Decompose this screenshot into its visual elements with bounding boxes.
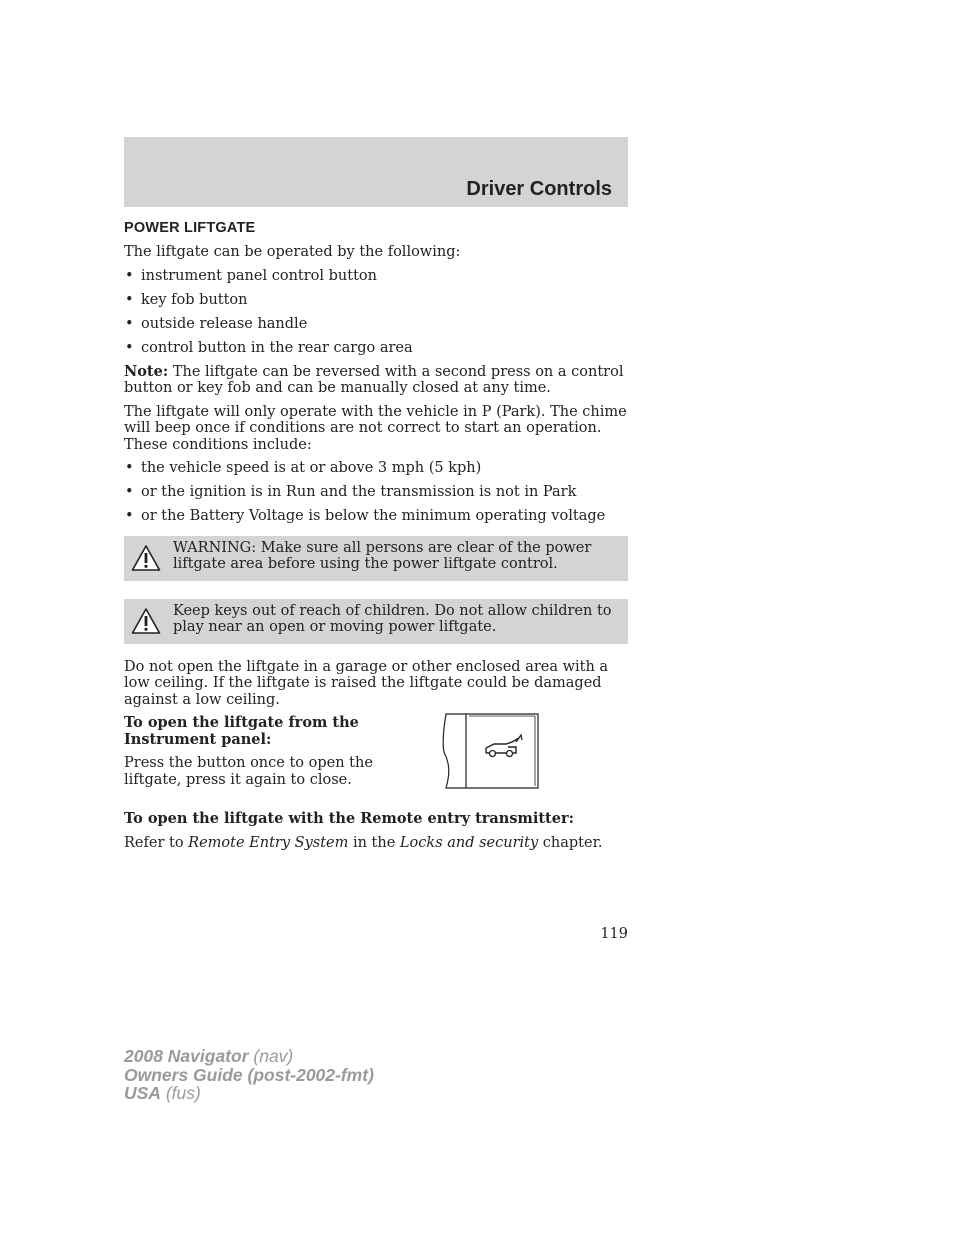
note-label: Note: [124, 362, 169, 380]
refer-link-remote-entry: Remote Entry System [188, 834, 349, 851]
footer-line-1: 2008 Navigator (nav) [124, 1046, 294, 1066]
refer-paragraph [124, 835, 628, 852]
operation-list [124, 268, 628, 357]
refer-suffix: chapter. [538, 834, 603, 851]
instrument-instructions: Press the button once to open the liftgate, press it again to close. [124, 755, 373, 788]
note-text: The liftgate can be reversed with a second press on a control button or key fob and can be manually closed at any time. [124, 363, 624, 396]
instrument-panel-text [124, 715, 404, 795]
instrument-panel-section [124, 715, 628, 811]
warning-triangle-icon [131, 544, 161, 572]
park-paragraph: The liftgate will only operate with the vehicle in P (Park). The chime will beep once if conditions are not correct to start an operation. These conditions include: [124, 403, 627, 453]
warning-box [124, 536, 628, 581]
list-item: • key fob button [124, 292, 628, 309]
instrument-heading: To open the liftgate from the Instrument panel: [124, 714, 359, 748]
warning-triangle-icon [131, 607, 161, 635]
remote-heading: To open the liftgate with the Remote entry transmitter: [124, 810, 574, 827]
refer-prefix: Refer to [124, 834, 189, 851]
liftgate-button-icon [438, 712, 542, 790]
list-item: • instrument panel control button [124, 268, 628, 285]
page-content [124, 220, 628, 858]
list-item: • control button in the rear cargo area [124, 340, 628, 357]
chapter-header [124, 137, 628, 207]
list-item: • or the ignition is in Run and the transmission is not in Park [124, 484, 628, 501]
footer-line-2: Owners Guide (post-2002-fmt) [124, 1064, 374, 1085]
chapter-title: Driver Controls [466, 178, 612, 200]
warning-text: WARNING: Make sure all persons are clear of the power liftgate area before using the power liftgate control. [173, 539, 592, 572]
section-title: POWER LIFTGATE [124, 220, 256, 236]
page-number: 119 [600, 926, 628, 942]
warning-text: Keep keys out of reach of children. Do not allow children to play near an open or moving power liftgate. [173, 602, 612, 635]
refer-link-locks-security: Locks and security [399, 834, 539, 851]
warning-box [124, 599, 628, 644]
note-paragraph [124, 364, 628, 397]
list-item: • or the Battery Voltage is below the minimum operating voltage [124, 508, 628, 525]
conditions-list [124, 460, 628, 525]
refer-middle: in the [348, 834, 400, 851]
footer-line-3: USA (fus) [124, 1083, 201, 1103]
intro-paragraph: The liftgate can be operated by the following: [124, 244, 461, 260]
document-footer [124, 1047, 374, 1103]
list-item: • outside release handle [124, 316, 628, 333]
garage-paragraph: Do not open the liftgate in a garage or other enclosed area with a low ceiling. If the liftgate is raised the liftgate could be damaged against a low ceiling. [124, 658, 609, 708]
list-item: • the vehicle speed is at or above 3 mph (5 kph) [124, 460, 628, 477]
